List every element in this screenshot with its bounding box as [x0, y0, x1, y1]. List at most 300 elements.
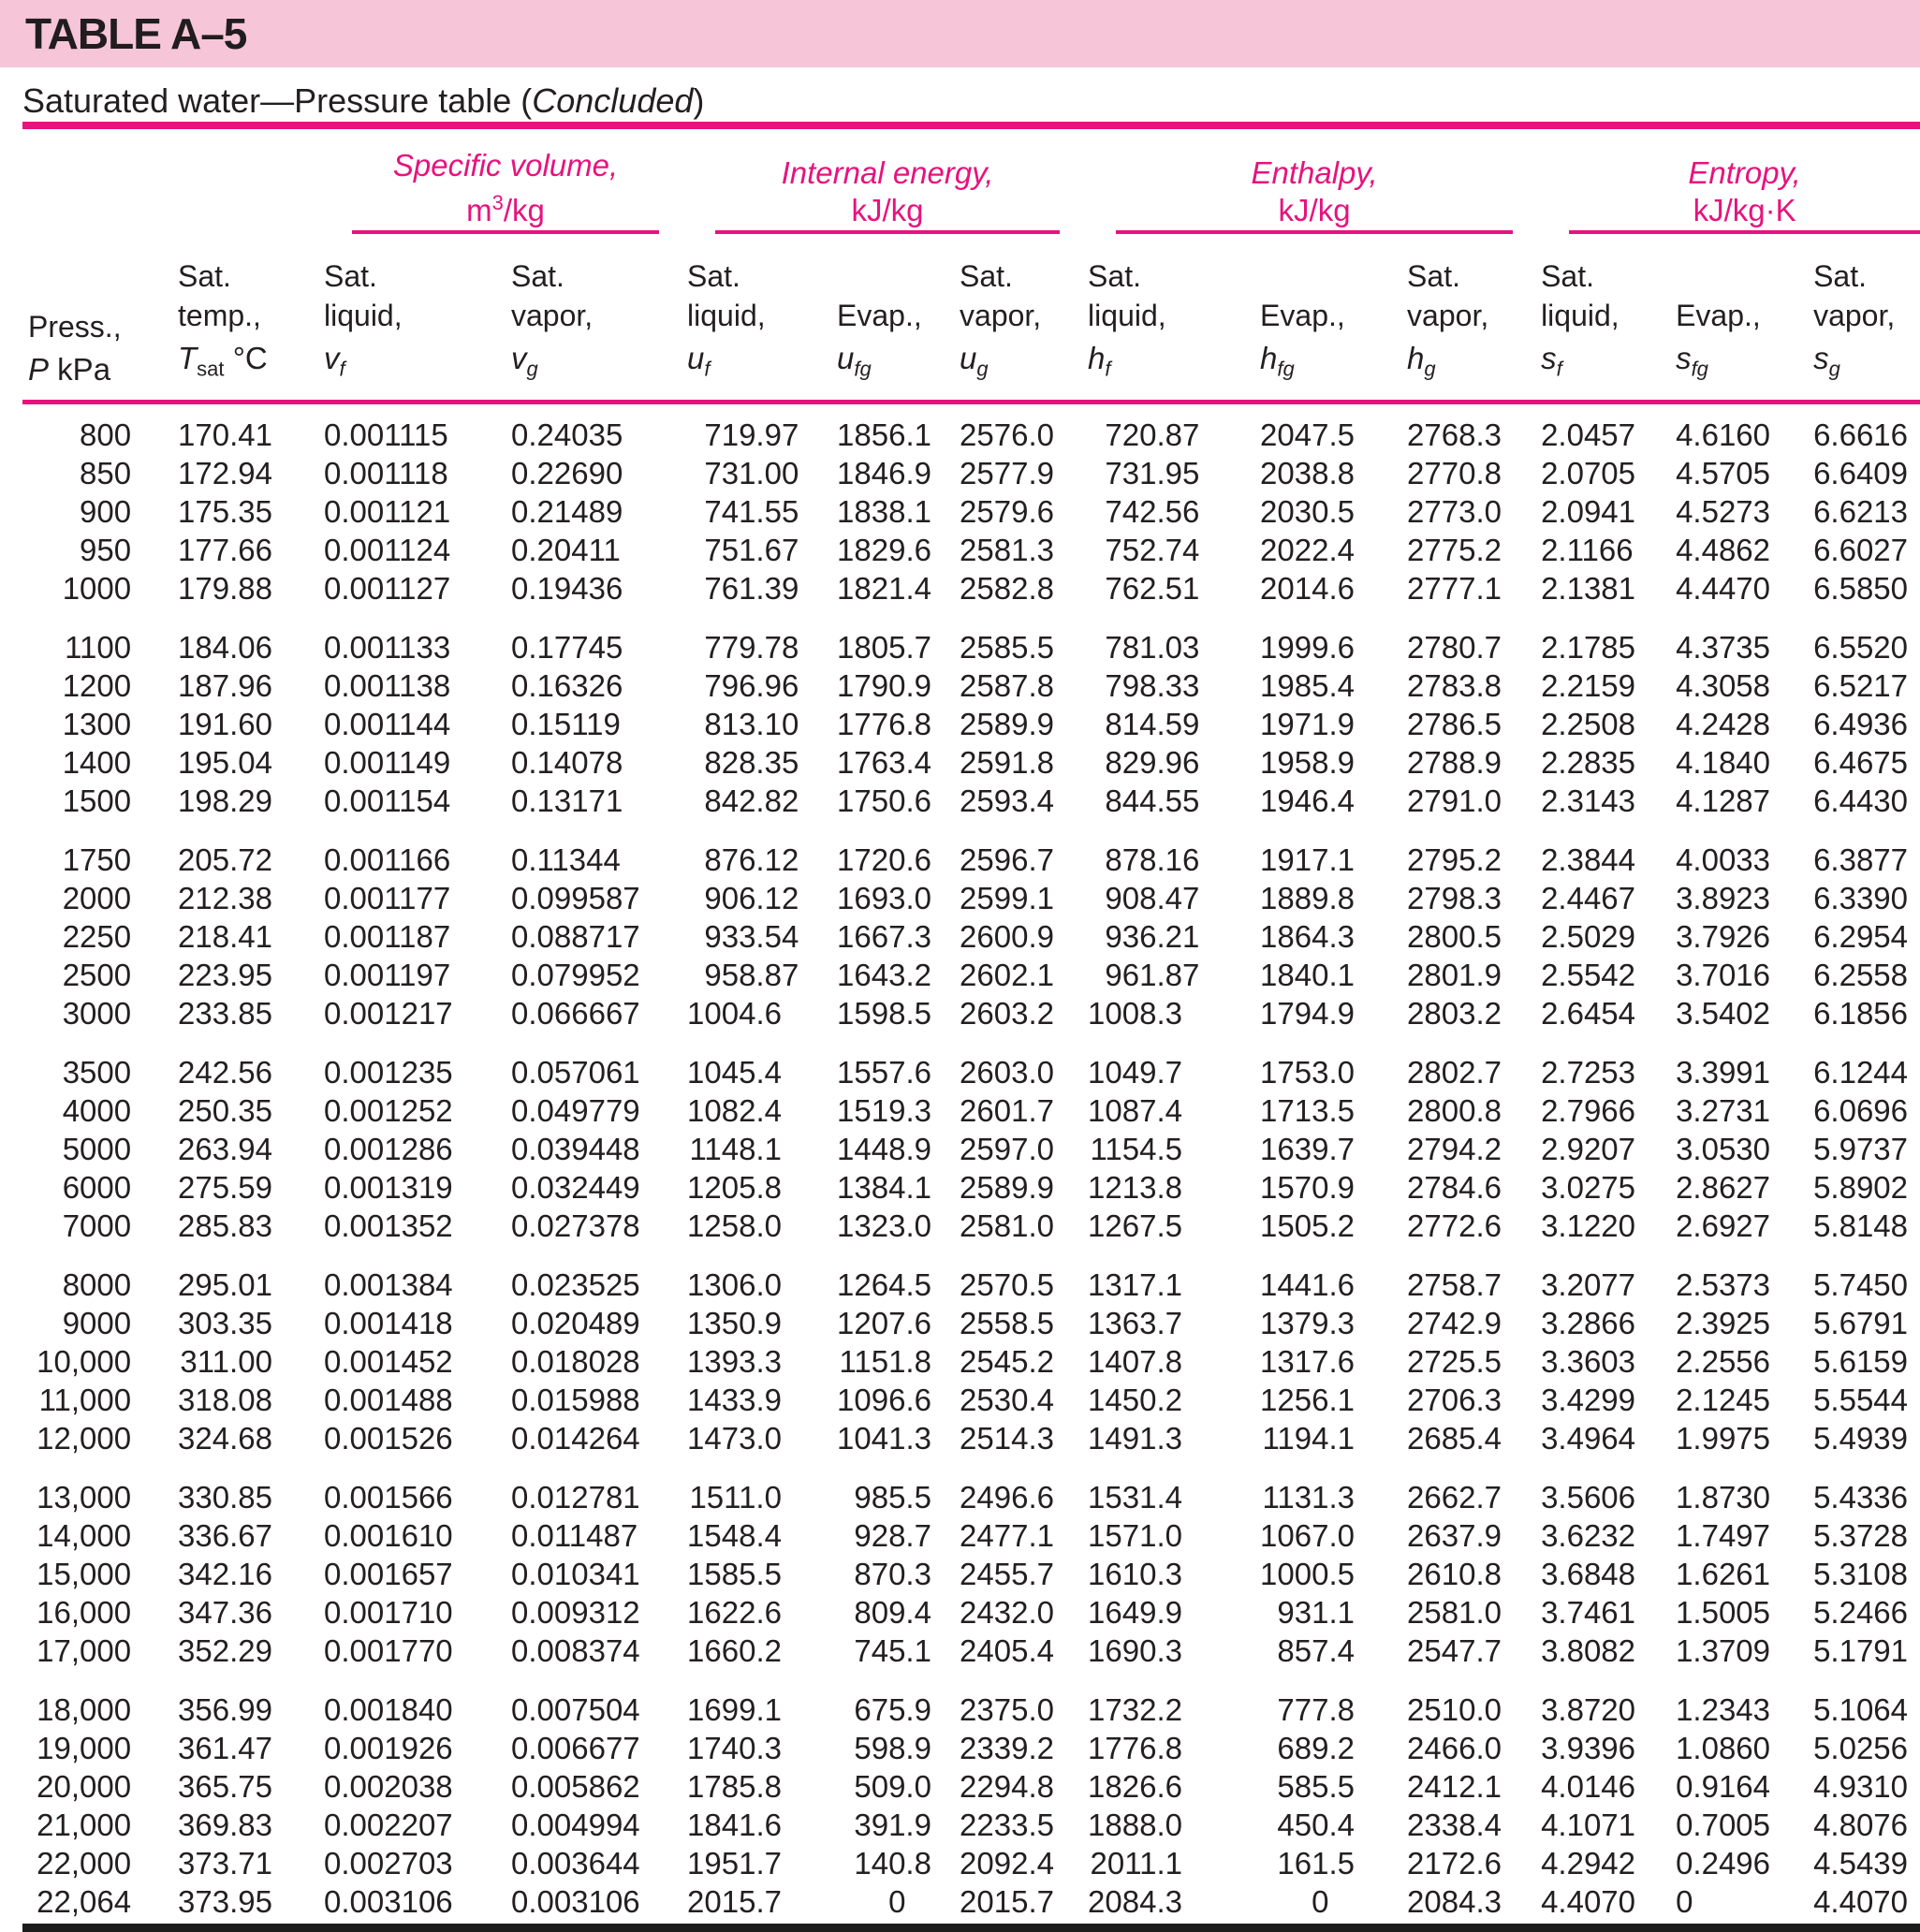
cell-ufg: 1805.7 [837, 629, 931, 665]
table-bottom-rule [22, 1924, 1920, 1932]
cell-vf: 0.001566 [324, 1479, 453, 1515]
column-group-header [1060, 129, 1513, 234]
cell-ug: 2558.5 [960, 1305, 1054, 1340]
cell-ufg: 1151.8 [839, 1343, 931, 1379]
cell-hg: 2795.2 [1407, 842, 1502, 877]
cell-ug: 2530.4 [960, 1382, 1054, 1417]
cell-vf: 0.001840 [324, 1691, 453, 1727]
cell-vg: 0.17745 [511, 629, 623, 665]
cell-tsat: 347.36 [178, 1594, 272, 1630]
cell-sfg: 1.6261 [1676, 1556, 1771, 1591]
cell-sf: 2.7253 [1541, 1054, 1636, 1090]
cell-uf: 842.82 [704, 783, 799, 818]
cell-hf: 1317.1 [1088, 1266, 1182, 1302]
table-row [0, 994, 1920, 1032]
subtitle-text: Saturated water—Pressure table ( [22, 81, 533, 120]
column-header-vg [483, 234, 659, 400]
cell-tsat: 361.47 [178, 1730, 272, 1765]
cell-vg: 0.088717 [511, 918, 640, 954]
table-row [0, 1091, 1920, 1130]
cell-sf: 4.0146 [1541, 1768, 1636, 1804]
column-group-unit: $m^3/kg$ [466, 191, 545, 227]
cell-hfg: 1958.9 [1260, 744, 1355, 780]
cell-uf: 751.67 [704, 532, 799, 567]
cell-vg: 0.008374 [511, 1632, 640, 1668]
column-header-line: Evap., [837, 299, 922, 332]
cell-sg: 4.5439 [1813, 1845, 1909, 1881]
cell-hfg: 857.4 [1277, 1632, 1355, 1668]
saturated-water-pressure-table [0, 129, 1920, 1921]
cell-press: 1750 [62, 842, 132, 877]
cell-ug: 2585.5 [960, 629, 1054, 665]
cell-ug: 2570.5 [960, 1266, 1054, 1302]
cell-uf: 1622.6 [687, 1594, 782, 1630]
cell-hf: 2011.1 [1090, 1845, 1182, 1881]
cell-uf: 1473.0 [687, 1420, 782, 1456]
cell-hg: 2581.0 [1407, 1594, 1502, 1630]
table-row [0, 1632, 1920, 1670]
cell-press: 22,000 [37, 1845, 132, 1881]
cell-uf: 1045.4 [687, 1054, 782, 1090]
cell-press: 17,000 [37, 1632, 132, 1668]
cell-hfg: 585.5 [1277, 1768, 1355, 1804]
cell-ug: 2600.9 [960, 918, 1054, 954]
cell-sg: 4.4070 [1813, 1883, 1909, 1919]
cell-hf: 1154.5 [1090, 1131, 1182, 1166]
cell-vg: 0.13171 [511, 783, 623, 818]
cell-uf: 1082.4 [687, 1092, 782, 1128]
cell-ufg: 1041.3 [837, 1420, 931, 1456]
cell-ufg: 1384.1 [837, 1169, 931, 1205]
cell-sfg: 0.9164 [1676, 1768, 1771, 1804]
cell-ufg: 675.9 [854, 1691, 931, 1727]
cell-sg: 5.3728 [1813, 1517, 1909, 1553]
cell-hfg: 1570.9 [1260, 1169, 1355, 1205]
table-row [0, 1168, 1920, 1207]
cell-hf: 936.21 [1105, 918, 1200, 954]
table-row [0, 1130, 1920, 1168]
cell-ug: 2589.9 [960, 1169, 1054, 1205]
spacer-cell [0, 404, 1920, 416]
cell-sf: 3.5606 [1541, 1479, 1636, 1515]
cell-ug: 2587.8 [960, 667, 1054, 703]
cell-sg: 6.0696 [1813, 1092, 1909, 1128]
cell-sg: 6.6027 [1813, 532, 1909, 567]
cell-ufg: 1829.6 [837, 532, 931, 567]
cell-sg: 6.5520 [1813, 629, 1909, 665]
cell-hfg: 161.5 [1277, 1845, 1355, 1881]
cell-vf: 0.001488 [324, 1382, 453, 1417]
cell-tsat: 195.04 [178, 744, 272, 780]
cell-sfg: 2.6927 [1676, 1208, 1771, 1243]
cell-ug: 2582.8 [960, 570, 1054, 606]
cell-vf: 0.001127 [324, 570, 451, 606]
spacer-cell [0, 1245, 1920, 1266]
cell-hg: 2742.9 [1407, 1305, 1502, 1340]
cell-uf: 779.78 [704, 629, 799, 665]
cell-ufg: 1448.9 [837, 1131, 931, 1166]
cell-hf: 720.87 [1105, 417, 1200, 452]
cell-uf: 1699.1 [687, 1691, 782, 1727]
cell-press: 800 [80, 417, 132, 452]
cell-sg: 5.1791 [1813, 1632, 1909, 1668]
cell-ug: 2015.7 [960, 1883, 1054, 1919]
cell-ug: 2579.6 [960, 493, 1054, 529]
cell-hg: 2794.2 [1407, 1131, 1502, 1166]
cell-vg: 0.004994 [511, 1807, 640, 1842]
cell-uf: 906.12 [704, 880, 799, 915]
column-symbol-sfg: $s_{fg}$ [1676, 341, 1708, 381]
cell-hg: 2800.8 [1407, 1092, 1502, 1128]
column-header-sg [1785, 234, 1920, 400]
cell-ufg: 1838.1 [837, 493, 931, 529]
cell-sf: 3.2077 [1541, 1266, 1636, 1302]
column-header-sfg [1648, 234, 1785, 400]
cell-ufg: 1750.6 [837, 783, 931, 818]
cell-tsat: 318.08 [178, 1382, 272, 1417]
cell-sg: 6.2558 [1813, 957, 1909, 992]
table-row [0, 1882, 1920, 1921]
cell-vg: 0.012781 [511, 1479, 640, 1515]
cell-hg: 2784.6 [1407, 1169, 1502, 1205]
cell-hfg: 1441.6 [1260, 1266, 1355, 1302]
cell-uf: 1951.7 [687, 1845, 782, 1881]
cell-sf: 3.6232 [1541, 1517, 1636, 1553]
cell-vf: 0.001252 [324, 1092, 453, 1128]
cell-vg: 0.010341 [511, 1556, 640, 1591]
cell-hf: 762.51 [1105, 570, 1200, 606]
column-symbol-vf: $v_f$ [324, 341, 345, 381]
cell-ug: 2375.0 [960, 1691, 1054, 1727]
cell-ufg: 1643.2 [837, 957, 931, 992]
cell-sf: 2.7966 [1541, 1092, 1636, 1128]
cell-press: 1400 [62, 744, 132, 780]
cell-sf: 3.7461 [1541, 1594, 1636, 1630]
cell-tsat: 177.66 [178, 532, 272, 567]
cell-uf: 1393.3 [687, 1343, 782, 1379]
column-symbol-ug: $u_g$ [960, 341, 989, 381]
column-header-hf [1060, 234, 1232, 400]
cell-hfg: 1840.1 [1260, 957, 1355, 992]
cell-uf: 1785.8 [687, 1768, 782, 1804]
cell-sg: 4.8076 [1813, 1807, 1909, 1842]
cell-sfg: 3.7926 [1676, 918, 1771, 954]
cell-uf: 1004.6 [687, 995, 782, 1031]
cell-vg: 0.027378 [511, 1208, 640, 1243]
spacer-cell [0, 820, 1920, 841]
table-row [0, 1806, 1920, 1844]
cell-ug: 2603.0 [960, 1054, 1054, 1090]
cell-hg: 2802.7 [1407, 1054, 1502, 1090]
cell-vg: 0.020489 [511, 1305, 640, 1340]
cell-sg: 5.2466 [1813, 1594, 1909, 1630]
cell-hg: 2637.9 [1407, 1517, 1502, 1553]
cell-tsat: 324.68 [178, 1420, 272, 1456]
cell-uf: 828.35 [704, 744, 799, 780]
cell-hg: 2800.5 [1407, 918, 1502, 954]
table-row [0, 1844, 1920, 1882]
cell-vg: 0.007504 [511, 1691, 640, 1727]
column-group-wrap [1569, 137, 1920, 234]
table-row [0, 569, 1920, 607]
cell-vf: 0.001118 [324, 455, 448, 490]
cell-ug: 2591.8 [960, 744, 1054, 780]
cell-vg: 0.003644 [511, 1845, 640, 1881]
cell-press: 14,000 [37, 1517, 132, 1553]
column-header-line: Evap., [1676, 299, 1761, 332]
cell-hg: 2786.5 [1407, 706, 1502, 741]
cell-ufg: 391.9 [854, 1807, 931, 1842]
cell-press: 19,000 [37, 1730, 132, 1765]
column-symbol-press: P kPa [28, 351, 111, 387]
cell-hfg: 1864.3 [1260, 918, 1355, 954]
column-header-line: vapor, [960, 299, 1042, 332]
cell-ug: 2597.0 [960, 1131, 1054, 1166]
cell-ug: 2477.1 [960, 1517, 1054, 1553]
cell-hf: 814.59 [1105, 706, 1200, 741]
cell-vf: 0.001384 [324, 1266, 453, 1302]
cell-tsat: 336.67 [178, 1517, 272, 1553]
group-spacer [0, 607, 1920, 628]
cell-uf: 933.54 [704, 918, 799, 954]
column-header-hfg [1232, 234, 1379, 400]
column-header-line: Sat. [687, 259, 740, 293]
cell-vf: 0.001197 [324, 957, 451, 992]
cell-vf: 0.001217 [324, 995, 453, 1031]
cell-sfg: 4.5273 [1676, 493, 1771, 529]
cell-sf: 2.1381 [1541, 570, 1636, 606]
column-header-line: Sat. [1088, 259, 1141, 293]
cell-sf: 4.4070 [1541, 1883, 1636, 1919]
cell-vg: 0.14078 [511, 744, 623, 780]
column-header-line: temp., [178, 299, 261, 332]
cell-vg: 0.15119 [511, 706, 621, 741]
cell-hf: 1087.4 [1088, 1092, 1182, 1128]
table-row [0, 454, 1920, 492]
cell-ufg: 1323.0 [837, 1208, 931, 1243]
column-group-header [1513, 129, 1920, 234]
cell-sg: 5.1064 [1813, 1691, 1909, 1727]
column-group-unit: kJ/kg [851, 193, 924, 227]
cell-vg: 0.005862 [511, 1768, 640, 1804]
cell-vf: 0.001418 [324, 1305, 453, 1340]
cell-hf: 742.56 [1105, 493, 1200, 529]
cell-ufg: 745.1 [854, 1632, 931, 1668]
cell-ug: 2405.4 [960, 1632, 1054, 1668]
cell-sg: 6.5850 [1813, 570, 1909, 606]
cell-ug: 2514.3 [960, 1420, 1054, 1456]
cell-ufg: 0 [888, 1883, 906, 1919]
cell-ufg: 1693.0 [837, 880, 931, 915]
cell-press: 9000 [62, 1305, 132, 1340]
cell-hg: 2547.7 [1407, 1632, 1502, 1668]
table-row [0, 1516, 1920, 1555]
cell-uf: 1306.0 [687, 1266, 782, 1302]
cell-ug: 2455.7 [960, 1556, 1054, 1591]
cell-hg: 2788.9 [1407, 744, 1502, 780]
cell-press: 21,000 [37, 1807, 132, 1842]
cell-uf: 796.96 [704, 667, 799, 703]
cell-vf: 0.001166 [324, 842, 451, 877]
table-row [0, 416, 1920, 454]
column-symbol-uf: $u_f$ [687, 341, 711, 381]
cell-sg: 5.5544 [1813, 1382, 1909, 1417]
cell-press: 4000 [62, 1092, 132, 1128]
cell-ufg: 985.5 [854, 1479, 931, 1515]
cell-sg: 6.5217 [1813, 667, 1909, 703]
cell-sfg: 3.5402 [1676, 995, 1771, 1031]
cell-press: 11,000 [38, 1382, 132, 1417]
cell-hg: 2510.0 [1407, 1691, 1502, 1727]
cell-tsat: 242.56 [178, 1054, 272, 1090]
cell-hf: 752.74 [1105, 532, 1200, 567]
cell-vg: 0.21489 [511, 493, 623, 529]
table-row [0, 531, 1920, 569]
cell-sf: 3.6848 [1541, 1556, 1636, 1591]
cell-press: 8000 [62, 1266, 132, 1302]
cell-ufg: 1790.9 [837, 667, 931, 703]
cell-ufg: 1096.6 [837, 1382, 931, 1417]
cell-uf: 741.55 [704, 493, 799, 529]
cell-vf: 0.001452 [324, 1343, 453, 1379]
cell-vg: 0.015988 [511, 1382, 640, 1417]
cell-hf: 878.16 [1105, 842, 1200, 877]
cell-press: 6000 [62, 1169, 132, 1205]
cell-press: 1200 [62, 667, 132, 703]
cell-hg: 2798.3 [1407, 880, 1502, 915]
cell-ug: 2092.4 [960, 1845, 1054, 1881]
cell-sg: 5.4939 [1813, 1420, 1909, 1456]
cell-hfg: 1999.6 [1260, 629, 1355, 665]
cell-sg: 5.9737 [1813, 1131, 1909, 1166]
cell-hg: 2662.7 [1407, 1479, 1502, 1515]
column-symbol-ufg: $u_{fg}$ [837, 341, 872, 381]
cell-press: 3500 [62, 1054, 132, 1090]
cell-hfg: 1794.9 [1260, 995, 1355, 1031]
cell-press: 7000 [62, 1208, 132, 1243]
table-row [0, 1729, 1920, 1767]
column-symbol-tsat: $T_{sat}$ °C [178, 341, 268, 381]
cell-sg: 6.6616 [1813, 417, 1909, 452]
cell-tsat: 205.72 [178, 842, 272, 877]
cell-uf: 1258.0 [687, 1208, 782, 1243]
cell-uf: 719.97 [704, 417, 799, 452]
cell-hfg: 2014.6 [1260, 570, 1355, 606]
cell-uf: 1148.1 [689, 1131, 782, 1166]
cell-sfg: 3.8923 [1676, 880, 1771, 915]
cell-hf: 1888.0 [1088, 1807, 1182, 1842]
cell-hfg: 1067.0 [1260, 1517, 1355, 1553]
cell-sg: 4.9310 [1813, 1768, 1909, 1804]
cell-tsat: 373.95 [178, 1883, 272, 1919]
cell-vf: 0.002038 [324, 1768, 453, 1804]
cell-sfg: 2.3925 [1676, 1305, 1771, 1340]
cell-tsat: 212.38 [178, 880, 272, 915]
cell-sfg: 0.2496 [1676, 1845, 1771, 1881]
cell-hfg: 2022.4 [1260, 532, 1355, 567]
cell-tsat: 191.60 [178, 706, 272, 741]
spacer-cell [0, 607, 1920, 628]
cell-vg: 0.039448 [511, 1131, 640, 1166]
cell-hf: 961.87 [1105, 957, 1200, 992]
cell-tsat: 170.41 [178, 417, 272, 452]
cell-tsat: 172.94 [178, 455, 272, 490]
column-header-line [837, 234, 931, 295]
column-header-line: Sat. [1407, 259, 1460, 293]
cell-hg: 2777.1 [1407, 570, 1502, 606]
cell-sf: 3.4299 [1541, 1382, 1636, 1417]
corner-spacer [0, 129, 296, 234]
table-row [0, 628, 1920, 666]
table-subtitle [0, 80, 1920, 122]
cell-ufg: 598.9 [854, 1730, 931, 1765]
cell-vg: 0.19436 [511, 570, 623, 606]
column-header-uf [659, 234, 809, 400]
table-row [0, 1478, 1920, 1516]
cell-uf: 1548.4 [687, 1517, 782, 1553]
cell-press: 1300 [62, 706, 132, 741]
cell-hfg: 1505.2 [1260, 1208, 1355, 1243]
cell-press: 22,064 [37, 1883, 132, 1919]
cell-press: 10,000 [37, 1343, 132, 1379]
table-row [0, 782, 1920, 820]
cell-ug: 2432.0 [960, 1594, 1054, 1630]
cell-sfg: 3.0530 [1676, 1131, 1771, 1166]
cell-tsat: 303.35 [178, 1305, 272, 1340]
cell-sf: 3.1220 [1541, 1208, 1636, 1243]
column-group-header [659, 129, 1060, 234]
cell-uf: 1433.9 [687, 1382, 782, 1417]
column-header-line: Sat. [511, 259, 564, 293]
cell-ufg: 1720.6 [837, 842, 931, 877]
cell-hf: 1213.8 [1088, 1169, 1182, 1205]
cell-vf: 0.001926 [324, 1730, 453, 1765]
cell-vf: 0.001710 [324, 1594, 453, 1630]
cell-uf: 761.39 [704, 570, 799, 606]
cell-hf: 1450.2 [1088, 1382, 1182, 1417]
cell-vf: 0.002207 [324, 1807, 453, 1842]
cell-hfg: 777.8 [1277, 1691, 1355, 1727]
cell-sg: 5.8902 [1813, 1169, 1909, 1205]
cell-sfg: 4.4862 [1676, 532, 1771, 567]
cell-uf: 1205.8 [687, 1169, 782, 1205]
cell-tsat: 218.41 [178, 918, 272, 954]
table-row [0, 1304, 1920, 1342]
cell-hf: 1491.3 [1088, 1420, 1182, 1456]
cell-hfg: 1985.4 [1260, 667, 1355, 703]
cell-sfg: 4.2428 [1676, 706, 1771, 741]
cell-hfg: 1889.8 [1260, 880, 1355, 915]
cell-hfg: 689.2 [1277, 1730, 1355, 1765]
cell-sg: 6.1244 [1813, 1054, 1909, 1090]
cell-sfg: 2.5373 [1676, 1266, 1771, 1302]
table-row [0, 743, 1920, 782]
cell-sg: 6.3390 [1813, 880, 1909, 915]
cell-sf: 2.0705 [1541, 455, 1636, 490]
column-header-line: liquid, [324, 299, 403, 332]
cell-tsat: 342.16 [178, 1556, 272, 1591]
column-header-ufg [809, 234, 931, 400]
cell-ug: 2577.9 [960, 455, 1054, 490]
cell-ufg: 1207.6 [837, 1305, 931, 1340]
cell-vg: 0.009312 [511, 1594, 640, 1630]
cell-tsat: 223.95 [178, 957, 272, 992]
cell-press: 1500 [62, 783, 132, 818]
cell-hg: 2338.4 [1407, 1807, 1502, 1842]
cell-ufg: 1264.5 [837, 1266, 931, 1302]
cell-sf: 4.1071 [1541, 1807, 1636, 1842]
cell-hf: 1531.4 [1088, 1479, 1182, 1515]
